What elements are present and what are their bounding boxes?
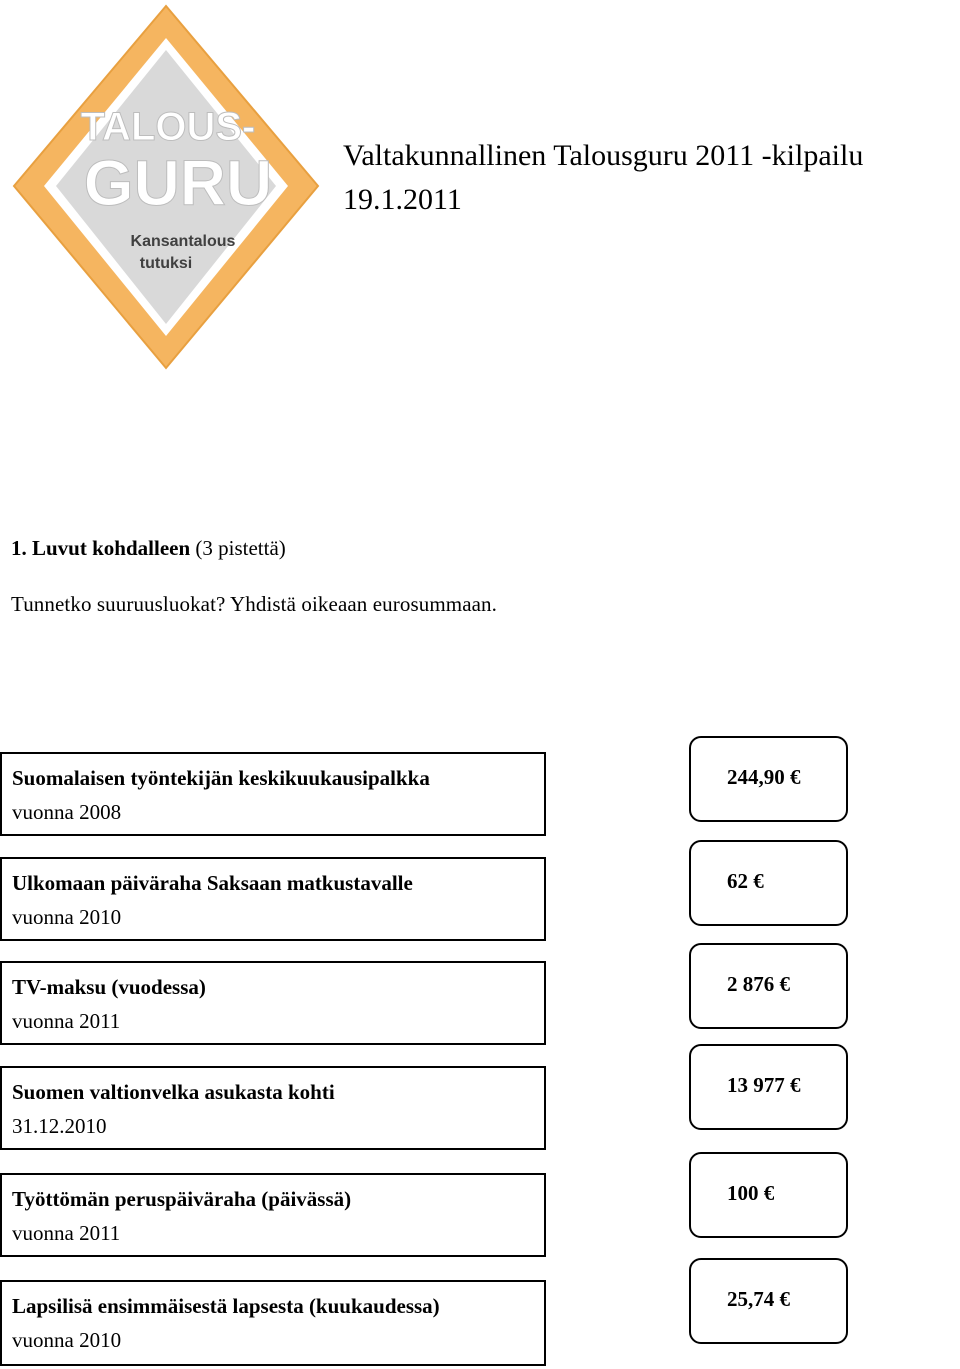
amount-value: 2 876 € (727, 972, 790, 996)
item-sub: vuonna 2010 (12, 1328, 122, 1352)
item-label: Suomen valtionvelka asukasta kohti (12, 1080, 335, 1104)
item-box[interactable] (0, 961, 546, 1045)
amount-box[interactable] (689, 840, 848, 926)
title-date: 19.1.2011 (343, 183, 462, 216)
amount-box[interactable] (689, 1152, 848, 1238)
logo-line4: tutuksi (139, 255, 193, 272)
amount-box[interactable] (689, 943, 848, 1029)
item-box[interactable] (0, 1173, 546, 1257)
item-sub: vuonna 2008 (12, 800, 122, 824)
logo-line3: Kansantalous (130, 233, 236, 250)
item-label: Lapsilisä ensimmäisestä lapsesta (kuukaudessa) (12, 1294, 440, 1318)
item-box[interactable] (0, 1280, 546, 1366)
amount-box[interactable] (689, 1258, 848, 1344)
logo-line2: GURU (83, 147, 273, 219)
item-sub: vuonna 2011 (12, 1009, 121, 1033)
item-box[interactable] (0, 752, 546, 836)
amount-value: 62 € (727, 869, 764, 893)
amount-value: 100 € (727, 1181, 775, 1205)
amount-box[interactable] (689, 1044, 848, 1130)
talousguru-logo (6, 0, 326, 375)
item-label: TV-maksu (vuodessa) (12, 975, 206, 999)
item-label: Työttömän peruspäiväraha (päivässä) (12, 1187, 352, 1211)
item-label: Ulkomaan päiväraha Saksaan matkustavalle (12, 871, 413, 895)
item-box[interactable] (0, 1066, 546, 1150)
amount-value: 13 977 € (727, 1073, 801, 1097)
item-label: Suomalaisen työntekijän keskikuukausipalkka (12, 766, 430, 790)
amount-value: 244,90 € (727, 765, 801, 789)
logo-line1: TALOUS- (80, 105, 256, 149)
item-sub: vuonna 2010 (12, 905, 122, 929)
section-intro: Tunnetko suuruusluokat? Yhdistä oikeaan eurosummaan. (11, 592, 497, 616)
section-heading-points: (3 pistettä) (190, 536, 286, 560)
title-line1: Valtakunnallinen Talousguru 2011 -kilpailu (343, 139, 864, 172)
amount-value: 25,74 € (727, 1287, 790, 1311)
item-sub: vuonna 2011 (12, 1221, 121, 1245)
document-title (343, 134, 863, 222)
amount-box[interactable] (689, 736, 848, 822)
section-heading-bold: 1. Luvut kohdalleen (11, 536, 191, 560)
item-box[interactable] (0, 857, 546, 941)
item-sub: 31.12.2010 (12, 1114, 107, 1138)
section-heading (11, 536, 286, 561)
